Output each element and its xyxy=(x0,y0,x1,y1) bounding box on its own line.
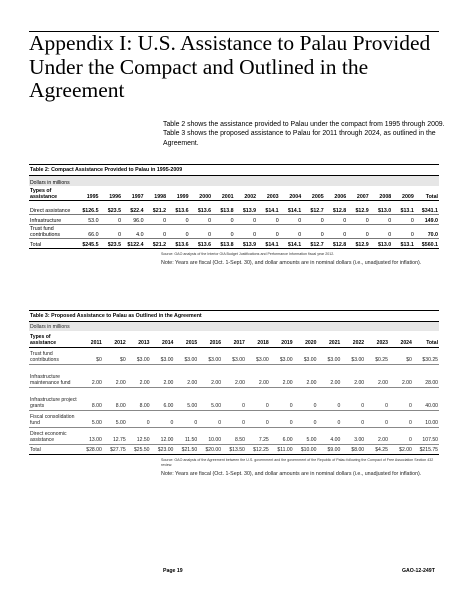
table2-cell: 0 xyxy=(302,214,325,224)
table3-cell: $11.00 xyxy=(270,445,294,455)
table3-cell: 0 xyxy=(222,388,246,411)
table3-source: Source: GAO analysis of the Agreement between the U.S. government and the government of the Republic of Palau following the Compact of Free Association Section 432 review. xyxy=(161,458,434,467)
table3-row-label: Infrastructure maintenance fund xyxy=(29,365,79,388)
table3-cell: 0 xyxy=(294,411,318,428)
table3-cell: $10.00 xyxy=(294,445,318,455)
table2-cell: $126.5 xyxy=(77,200,100,214)
table2-cell: 0 xyxy=(392,224,415,238)
table2-year-header: 2004 xyxy=(280,186,303,200)
table3-cell: 2.00 xyxy=(389,365,413,388)
table2-cell: $560.1 xyxy=(415,238,439,248)
table3-cell: 7.25 xyxy=(246,428,270,445)
table3-cell: 0 xyxy=(341,388,365,411)
table2-cell: $12.7 xyxy=(302,238,325,248)
table2-note: Note: Years are fiscal (Oct. 1-Sept. 30), and dollar amounts are in nominal dollars (i.e., unadjusted for inflation). xyxy=(161,259,422,266)
table3-cell: $28.00 xyxy=(79,445,103,455)
table2-cell: 0 xyxy=(325,224,348,238)
table2-cell: $13.1 xyxy=(392,238,415,248)
table2-cell: 0 xyxy=(325,214,348,224)
table3-cell: 0 xyxy=(270,411,294,428)
table3-year-header: 2023 xyxy=(365,331,389,348)
table3-cell: 5.00 xyxy=(294,428,318,445)
table2-year-header: 2007 xyxy=(347,186,370,200)
table2-cell: $14.1 xyxy=(280,238,303,248)
table2-cell: 66.0 xyxy=(77,224,100,238)
table3-year-header: Total xyxy=(413,331,439,348)
table2-cell: $14.1 xyxy=(257,238,280,248)
table3-row xyxy=(29,388,439,411)
table3-cell: $23.00 xyxy=(151,445,175,455)
table3-cell: 0 xyxy=(174,411,198,428)
table3-cell: 0 xyxy=(389,411,413,428)
table3-cell: 2.00 xyxy=(365,428,389,445)
table3-cell: $3.00 xyxy=(294,348,318,365)
table3-cell: $3.00 xyxy=(317,348,341,365)
table3-year-header: 2022 xyxy=(341,331,365,348)
table2-cell: $14.1 xyxy=(280,200,303,214)
table2-cell: 0 xyxy=(167,214,190,224)
table3-cell: $8.00 xyxy=(341,445,365,455)
table3 xyxy=(29,322,439,455)
table3-row xyxy=(29,428,439,445)
table2-cell: 96.0 xyxy=(122,214,145,224)
table3-cell: 0 xyxy=(365,388,389,411)
table2-cell: 0 xyxy=(370,214,393,224)
table3-cell: 5.00 xyxy=(174,388,198,411)
table2-cell: $13.6 xyxy=(167,238,190,248)
table2-cell: $21.2 xyxy=(145,238,168,248)
table2-header-label: Types of assistance xyxy=(29,186,77,200)
table3-cell: $0 xyxy=(103,348,127,365)
table3-year-header: 2024 xyxy=(389,331,413,348)
table2-year-header: 2000 xyxy=(190,186,213,200)
table2-cell: 53.0 xyxy=(77,214,100,224)
table2-row-label: Infrastructure xyxy=(29,214,77,224)
table3-caption: Table 3: Proposed Assistance to Palau as Outlined in the Agreement xyxy=(29,310,439,322)
table3-year-header: 2015 xyxy=(174,331,198,348)
table3-units-label: Dollars in millions xyxy=(29,322,439,331)
table3-year-header: 2021 xyxy=(317,331,341,348)
table3-row-label: Infrastructure project grants xyxy=(29,388,79,411)
table3-cell: 8.50 xyxy=(222,428,246,445)
table2-cell: 0 xyxy=(212,224,235,238)
table3-cell: 0 xyxy=(246,388,270,411)
table2-year-header: 2005 xyxy=(302,186,325,200)
table3-cell: 0 xyxy=(317,411,341,428)
intro-paragraph: Table 2 shows the assistance provided to Palau under the compact from 1995 through 2009. Table 3 shows the proposed assistance to Palau for 2011 through 2024, as outlined in the Agreement. xyxy=(163,121,445,147)
table2-cell: $21.2 xyxy=(145,200,168,214)
table2-units-row xyxy=(29,176,439,186)
table2-year-header: 1998 xyxy=(145,186,168,200)
table3-cell: 6.00 xyxy=(151,388,175,411)
table2-year-header: 2002 xyxy=(235,186,258,200)
table3-row-label: Trust fund contributions xyxy=(29,348,79,365)
table2-cell: $23.5 xyxy=(100,238,123,248)
page-title: Appendix I: U.S. Assistance to Palau Provided Under the Compact and Outlined in the Agreement xyxy=(29,31,431,102)
table3-cell: 10.00 xyxy=(198,428,222,445)
table2-cell: 0 xyxy=(370,224,393,238)
table3-cell: 0 xyxy=(151,411,175,428)
table2-cell: 0 xyxy=(190,214,213,224)
table3-cell: $25.50 xyxy=(127,445,151,455)
table2-cell: 0 xyxy=(145,214,168,224)
table2-cell: $13.9 xyxy=(235,200,258,214)
table2-row-label: Direct assistance xyxy=(29,200,77,214)
table3-cell: 8.00 xyxy=(79,388,103,411)
table3-cell: $12.25 xyxy=(246,445,270,455)
table2-row xyxy=(29,200,439,214)
table2-year-header: 1997 xyxy=(122,186,145,200)
table3-row xyxy=(29,445,439,455)
table2-cell: 0 xyxy=(167,224,190,238)
table3-cell: 2.00 xyxy=(317,365,341,388)
page-number: Page 19 xyxy=(163,568,183,574)
table3-cell: 12.75 xyxy=(103,428,127,445)
table2-year-header: 2001 xyxy=(212,186,235,200)
table3-cell: 0 xyxy=(270,388,294,411)
table3-cell: 0 xyxy=(389,388,413,411)
table3-cell: 2.00 xyxy=(294,365,318,388)
table3-cell: 2.00 xyxy=(270,365,294,388)
table2-cell: $14.1 xyxy=(257,200,280,214)
table2-cell: $23.5 xyxy=(100,200,123,214)
table2-cell: 0 xyxy=(235,224,258,238)
table3-year-header: 2012 xyxy=(103,331,127,348)
table2-cell: 0 xyxy=(392,214,415,224)
table3-cell: 5.00 xyxy=(198,388,222,411)
table2-block xyxy=(29,164,439,266)
table2-year-header: 2009 xyxy=(392,186,415,200)
table2-header-row xyxy=(29,186,439,200)
table3-row-label: Direct economic assistance xyxy=(29,428,79,445)
table2-cell: $122.4 xyxy=(122,238,145,248)
table3-cell: $3.00 xyxy=(127,348,151,365)
table2-cell: $245.5 xyxy=(77,238,100,248)
table2-cell: $13.6 xyxy=(190,200,213,214)
table3-row xyxy=(29,365,439,388)
table3-units-row xyxy=(29,322,439,331)
table2-cell: 0 xyxy=(235,214,258,224)
table3-cell: $20.00 xyxy=(198,445,222,455)
table3-cell: $3.00 xyxy=(270,348,294,365)
table2-cell: 0 xyxy=(347,214,370,224)
table2-year-header: 2008 xyxy=(370,186,393,200)
table2-year-header: 1995 xyxy=(77,186,100,200)
table3-cell: 107.50 xyxy=(413,428,439,445)
table3-cell: 13.00 xyxy=(79,428,103,445)
table2-cell: 0 xyxy=(100,224,123,238)
table2-cell: $13.0 xyxy=(370,238,393,248)
table2-year-header: Total xyxy=(415,186,439,200)
table2-cell: $13.8 xyxy=(212,200,235,214)
table3-cell: $3.00 xyxy=(246,348,270,365)
table3-cell: 28.00 xyxy=(413,365,439,388)
table3-cell: 0 xyxy=(294,388,318,411)
table3-cell: $30.25 xyxy=(413,348,439,365)
table3-year-header: 2014 xyxy=(151,331,175,348)
table3-cell: $0.25 xyxy=(365,348,389,365)
table3-year-header: 2017 xyxy=(222,331,246,348)
table3-cell: 5.00 xyxy=(103,411,127,428)
table3-cell: 0 xyxy=(127,411,151,428)
table3-cell: 0 xyxy=(198,411,222,428)
table3-cell: 12.00 xyxy=(151,428,175,445)
table3-cell: 0 xyxy=(222,411,246,428)
table3-cell: 8.00 xyxy=(127,388,151,411)
table2-cell: $13.0 xyxy=(370,200,393,214)
table3-cell: 0 xyxy=(246,411,270,428)
table2-year-header: 1999 xyxy=(167,186,190,200)
table3-header-row xyxy=(29,331,439,348)
table3-cell: $215.75 xyxy=(413,445,439,455)
table2-cell: 0 xyxy=(145,224,168,238)
table2-row xyxy=(29,238,439,248)
report-number: GAO-12-249T xyxy=(402,568,435,574)
table3-year-header: 2020 xyxy=(294,331,318,348)
table2-cell: 4.0 xyxy=(122,224,145,238)
table3-header-label: Types of assistance xyxy=(29,331,79,348)
table2-cell: $22.4 xyxy=(122,200,145,214)
table3-block xyxy=(29,310,439,478)
table3-cell: 2.00 xyxy=(341,365,365,388)
table2-cell: $13.6 xyxy=(167,200,190,214)
table2-cell: 0 xyxy=(100,214,123,224)
table2-cell: $12.8 xyxy=(325,238,348,248)
table2-cell: 0 xyxy=(280,224,303,238)
table2-cell: 0 xyxy=(347,224,370,238)
table3-cell: 2.00 xyxy=(365,365,389,388)
table3-cell: 0 xyxy=(317,388,341,411)
table3-cell: 2.00 xyxy=(222,365,246,388)
table2-cell: 0 xyxy=(280,214,303,224)
table3-cell: 2.00 xyxy=(79,365,103,388)
table3-row-label: Total xyxy=(29,445,79,455)
table2-cell: $12.9 xyxy=(347,200,370,214)
table3-cell: 2.00 xyxy=(151,365,175,388)
table3-cell: $3.00 xyxy=(174,348,198,365)
table3-row-label: Fiscal consolidation fund xyxy=(29,411,79,428)
table3-cell: 12.50 xyxy=(127,428,151,445)
table3-row xyxy=(29,411,439,428)
table2-units-label: Dollars in millions xyxy=(29,176,439,186)
table2-cell: $12.9 xyxy=(347,238,370,248)
table3-cell: 2.00 xyxy=(103,365,127,388)
table2-cell: $13.8 xyxy=(212,238,235,248)
table3-cell: 0 xyxy=(341,411,365,428)
table2-cell: $12.7 xyxy=(302,200,325,214)
table3-cell: 11.50 xyxy=(174,428,198,445)
table3-cell: 8.00 xyxy=(103,388,127,411)
table3-cell: $2.00 xyxy=(389,445,413,455)
table3-cell: 0 xyxy=(389,428,413,445)
table3-cell: 40.00 xyxy=(413,388,439,411)
table3-cell: $0 xyxy=(79,348,103,365)
table2-cell: 70.0 xyxy=(415,224,439,238)
table2-cell: 0 xyxy=(257,224,280,238)
table2-caption: Table 2: Compact Assistance Provided to Palau in 1995-2009 xyxy=(29,164,439,176)
table3-cell: $0 xyxy=(389,348,413,365)
table2-row xyxy=(29,224,439,238)
table2-cell: $13.6 xyxy=(190,238,213,248)
table3-note: Note: Years are fiscal (Oct. 1-Sept. 30), and dollar amounts are in nominal dollars (i.e., unadjusted for inflation). xyxy=(161,471,422,477)
table3-cell: $3.00 xyxy=(151,348,175,365)
table3-row xyxy=(29,348,439,365)
table3-cell: $4.25 xyxy=(365,445,389,455)
table2-cell: 0 xyxy=(190,224,213,238)
table2-row-label: Trust fund contributions xyxy=(29,224,77,238)
table3-cell: 5.00 xyxy=(79,411,103,428)
table3-cell: $27.75 xyxy=(103,445,127,455)
table3-cell: $3.00 xyxy=(222,348,246,365)
table3-cell: 0 xyxy=(365,411,389,428)
table3-cell: 2.00 xyxy=(246,365,270,388)
table3-cell: 6.00 xyxy=(270,428,294,445)
table3-cell: 2.00 xyxy=(174,365,198,388)
table3-year-header: 2018 xyxy=(246,331,270,348)
table2-cell: $341.1 xyxy=(415,200,439,214)
table3-cell: 4.00 xyxy=(317,428,341,445)
table3-cell: 2.00 xyxy=(127,365,151,388)
table2-cell: 0 xyxy=(302,224,325,238)
table2-cell: 149.0 xyxy=(415,214,439,224)
table3-year-header: 2011 xyxy=(79,331,103,348)
table2-year-header: 1996 xyxy=(100,186,123,200)
table3-year-header: 2013 xyxy=(127,331,151,348)
table3-cell: $3.00 xyxy=(198,348,222,365)
table2-year-header: 2006 xyxy=(325,186,348,200)
table2-cell: $13.1 xyxy=(392,200,415,214)
table3-cell: 3.00 xyxy=(341,428,365,445)
table2-cell: $13.9 xyxy=(235,238,258,248)
table3-cell: $21.50 xyxy=(174,445,198,455)
table2-cell: $12.8 xyxy=(325,200,348,214)
table3-year-header: 2019 xyxy=(270,331,294,348)
table2-source: Source: GAO analysis of the Interior OIA Budget Justifications and Performance Information fiscal year 2012. xyxy=(161,251,335,256)
table3-cell: 10.00 xyxy=(413,411,439,428)
table2-cell: 0 xyxy=(212,214,235,224)
table3-cell: $13.50 xyxy=(222,445,246,455)
table3-year-header: 2016 xyxy=(198,331,222,348)
table3-cell: $9.00 xyxy=(317,445,341,455)
table3-cell: 2.00 xyxy=(198,365,222,388)
table2-year-header: 2003 xyxy=(257,186,280,200)
table2-cell: 0 xyxy=(257,214,280,224)
table2-row-label: Total xyxy=(29,238,77,248)
table2-row xyxy=(29,214,439,224)
table3-cell: $3.00 xyxy=(341,348,365,365)
table2 xyxy=(29,176,439,249)
